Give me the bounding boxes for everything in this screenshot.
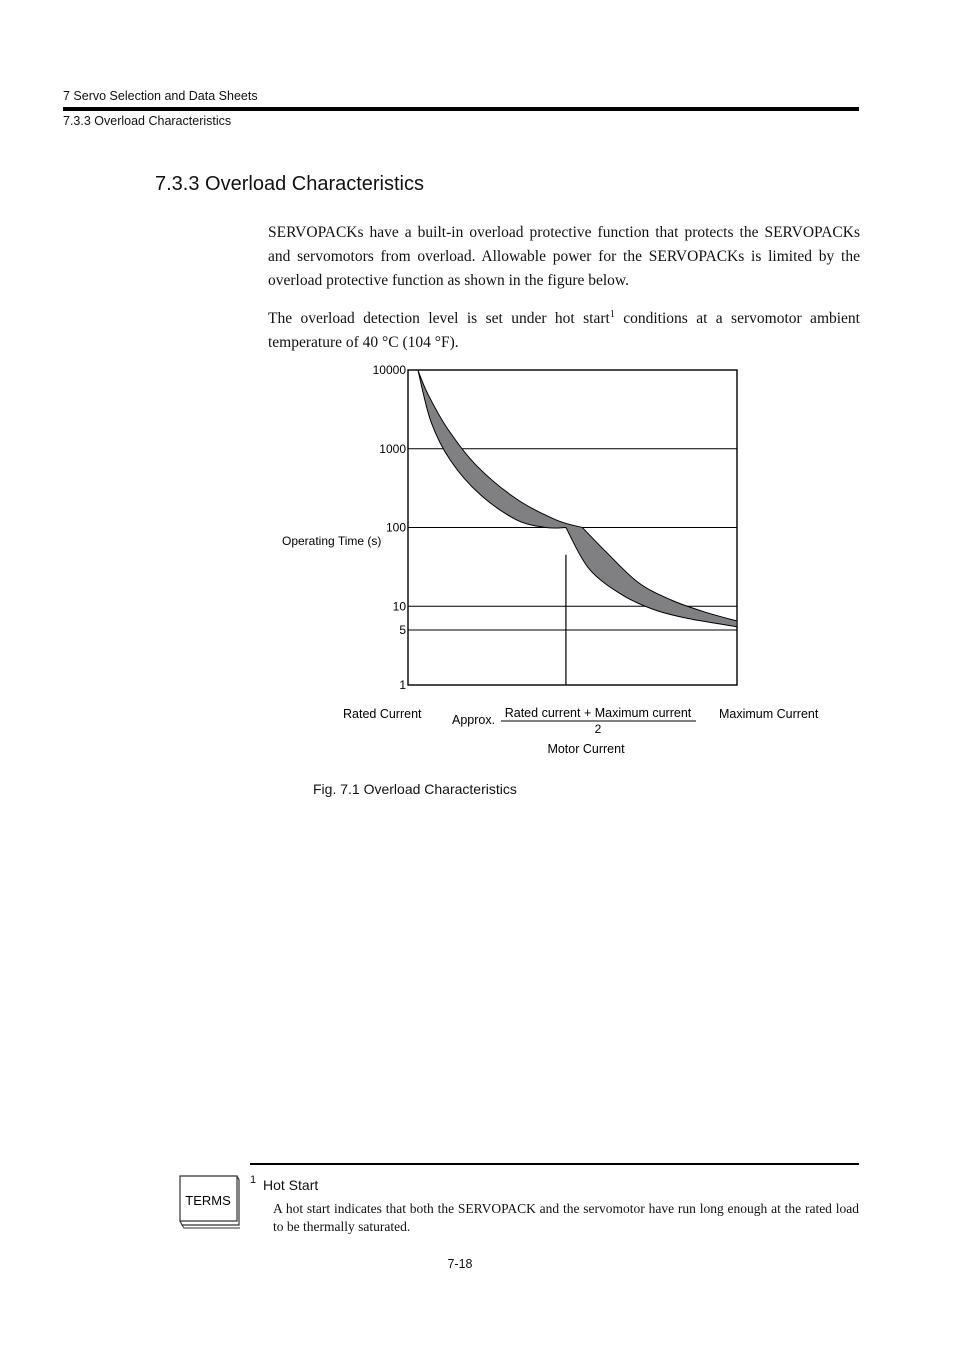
terms-book-icon xyxy=(177,1173,241,1229)
x-label-approx: Approx. xyxy=(452,713,496,727)
paragraph-text-cont: conditions at a servomotor ambient temperature of 40 °C (104 °F). xyxy=(268,310,860,351)
header-rule xyxy=(63,107,859,111)
x-label-mid-numerator: Rated current + Maximum current xyxy=(504,706,692,720)
footnote-rule xyxy=(250,1163,859,1165)
y-tick-100: 100 xyxy=(385,520,406,535)
running-header-chapter: 7 Servo Selection and Data Sheets xyxy=(63,89,258,103)
footnote-text: A hot start indicates that both the SERVOPACK and the servomotor have run long enough at the rated load to be thermally saturated. xyxy=(273,1201,859,1234)
footnote-number: 1 xyxy=(250,1174,257,1186)
y-axis-label: Operating Time (s) xyxy=(282,534,382,548)
paragraph-text: The overload detection level is set under hot start xyxy=(268,310,610,327)
y-tick-5: 5 xyxy=(399,622,406,637)
x-label-rated-current: Rated Current xyxy=(343,707,422,721)
overload-chart xyxy=(270,358,840,758)
x-label-mid-denominator: 2 xyxy=(594,722,602,736)
y-tick-10: 10 xyxy=(392,599,406,614)
page-number: 7-18 xyxy=(447,1257,473,1271)
footnote-title: Hot Start xyxy=(263,1177,319,1193)
footnote-ref: 1 xyxy=(609,308,615,320)
terms-icon-label: TERMS xyxy=(185,1193,231,1208)
y-tick-1: 1 xyxy=(399,678,406,692)
overload-band xyxy=(418,370,737,627)
running-header-section: 7.3.3 Overload Characteristics xyxy=(63,114,232,128)
y-tick-10000: 10000 xyxy=(372,363,406,377)
y-tick-labels xyxy=(373,363,407,692)
y-tick-1000: 1000 xyxy=(379,441,406,456)
figure-caption: Fig. 7.1 Overload Characteristics xyxy=(313,781,517,797)
x-label-maximum-current: Maximum Current xyxy=(719,707,819,721)
intro-paragraph: SERVOPACKs have a built-in overload protective function that protects the SERVOPACKs and servomotors from overload. Allowable power for the SERVOPACKs is limited by the overload protective function as shown in the figure below. xyxy=(268,224,860,289)
hot-start-paragraph xyxy=(268,307,860,355)
section-title: 7.3.3 Overload Characteristics xyxy=(155,173,425,195)
x-axis-label: Motor Current xyxy=(547,742,625,756)
